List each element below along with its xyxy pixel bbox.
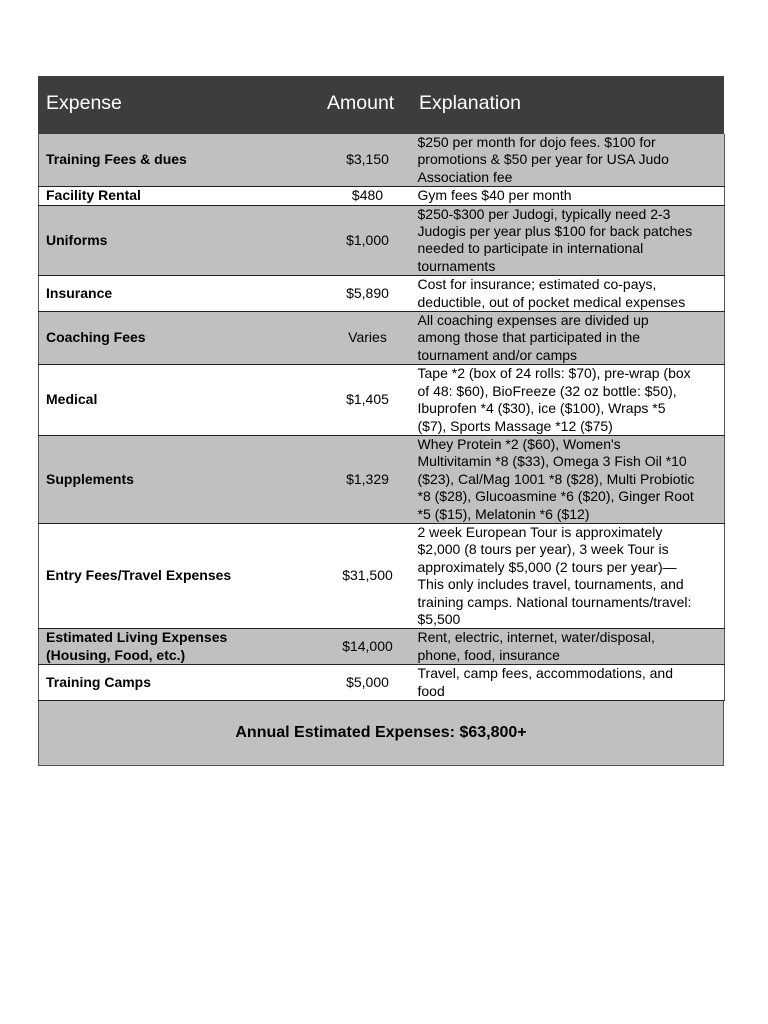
expense-line: Uniforms: [46, 231, 108, 248]
explanation-line: Rent, electric, internet, water/disposal,: [417, 629, 655, 646]
amount-cell: $14,000: [322, 629, 414, 665]
explanation-line: Ibuprofen *4 ($30), ice ($100), Wraps *5: [417, 400, 666, 417]
explanation-line: Multivitamin *8 ($33), Omega 3 Fish Oil *10: [417, 453, 687, 470]
explanation-cell: [414, 665, 725, 701]
explanation-line: Cost for insurance; estimated co-pays,: [417, 276, 657, 293]
expense-cell: [39, 435, 322, 523]
explanation-cell: [414, 187, 725, 205]
annual-total: Annual Estimated Expenses: $63,800+: [38, 701, 724, 766]
explanation-cell: [414, 629, 725, 665]
explanation-line: Travel, camp fees, accommodations, and: [417, 665, 673, 682]
explanation-line: of 48: $60), BioFreeze (32 oz bottle: $50),: [417, 382, 677, 399]
expense-cell: [39, 523, 322, 628]
explanation-line: among those that participated in the: [417, 329, 641, 346]
expense-line: (Housing, Food, etc.): [46, 646, 186, 663]
expense-line: Medical: [46, 391, 98, 408]
table-row: [39, 435, 725, 523]
explanation-line: Whey Protein *2 ($60), Women's: [417, 435, 621, 452]
amount-cell: $5,000: [322, 665, 414, 701]
explanation-line: $2,000 (8 tours per year), 3 week Tour is: [417, 541, 669, 558]
explanation-cell: [414, 435, 725, 523]
table-row: [39, 205, 725, 276]
expense-line: Coaching Fees: [46, 329, 146, 346]
explanation-cell: [414, 276, 725, 312]
expense-cell: [39, 665, 322, 701]
expense-line: Training Fees & dues: [46, 151, 187, 168]
expense-cell: [39, 276, 322, 312]
explanation-line: needed to participate in international: [417, 240, 644, 257]
explanation-line: ($23), Cal/Mag 1001 *8 ($28), Multi Probiotic: [417, 470, 695, 487]
explanation-line: $5,500: [417, 610, 461, 627]
expense-document: [38, 76, 724, 766]
expense-line: Facility Rental: [46, 187, 141, 204]
amount-cell: $1,329: [322, 435, 414, 523]
expense-cell: [39, 629, 322, 665]
table-row: [39, 276, 725, 312]
explanation-line: $250 per month for dojo fees. $100 for: [417, 134, 656, 150]
expense-table: [38, 134, 725, 701]
explanation-line: $250-$300 per Judogi, typically need 2-3: [417, 205, 671, 222]
explanation-line: training camps. National tournaments/travel:: [417, 593, 692, 610]
table-row: [39, 187, 725, 205]
amount-cell: $1,000: [322, 205, 414, 276]
amount-cell: $3,150: [322, 134, 414, 187]
expense-line: Training Camps: [46, 673, 152, 690]
table-header: [38, 76, 724, 134]
explanation-line: tournaments: [417, 257, 496, 274]
explanation-line: deductible, out of pocket medical expenses: [417, 293, 686, 310]
header-expense: Expense: [46, 92, 122, 114]
expense-line: Entry Fees/Travel Expenses: [46, 567, 232, 584]
expense-line: Supplements: [46, 470, 134, 487]
explanation-line: All coaching expenses are divided up: [417, 312, 649, 329]
explanation-line: Gym fees $40 per month: [417, 187, 572, 204]
amount-cell: Varies: [322, 312, 414, 365]
explanation-cell: [414, 365, 725, 436]
table-row: [39, 365, 725, 436]
header-amount: Amount: [327, 92, 395, 114]
explanation-line: Association fee: [417, 168, 513, 185]
expense-line: Estimated Living Expenses: [46, 629, 228, 646]
table-row: [39, 629, 725, 665]
header-explanation: Explanation: [419, 92, 521, 114]
amount-cell: $31,500: [322, 523, 414, 628]
expense-cell: [39, 205, 322, 276]
explanation-line: This only includes travel, tournaments, and: [417, 576, 684, 593]
expense-cell: [39, 312, 322, 365]
explanation-cell: [414, 523, 725, 628]
table-row: [39, 523, 725, 628]
explanation-line: tournament and/or camps: [417, 346, 578, 363]
explanation-line: *8 ($28), Glucoasmine *6 ($20), Ginger Root: [417, 488, 694, 505]
explanation-line: food: [417, 682, 445, 699]
amount-cell: $480: [322, 187, 414, 205]
explanation-line: approximately $5,000 (2 tours per year)—: [417, 558, 677, 575]
explanation-line: *5 ($15), Melatonin *6 ($12): [417, 505, 590, 522]
amount-cell: $1,405: [322, 365, 414, 436]
explanation-cell: [414, 134, 725, 187]
explanation-line: promotions & $50 per year for USA Judo: [417, 151, 669, 168]
explanation-line: phone, food, insurance: [417, 646, 560, 663]
table-row: [39, 312, 725, 365]
table-row: [39, 665, 725, 701]
expense-cell: [39, 365, 322, 436]
explanation-line: Tape *2 (box of 24 rolls: $70), pre-wrap (box: [417, 365, 691, 382]
explanation-line: 2 week European Tour is approximately: [417, 523, 663, 540]
explanation-line: ($7), Sports Massage *12 ($75): [417, 417, 613, 434]
table-row: [39, 134, 725, 187]
explanation-cell: [414, 312, 725, 365]
explanation-cell: [414, 205, 725, 276]
amount-cell: $5,890: [322, 276, 414, 312]
expense-line: Insurance: [46, 284, 113, 301]
expense-cell: [39, 187, 322, 205]
explanation-line: Judogis per year plus $100 for back patches: [417, 223, 693, 240]
expense-cell: [39, 134, 322, 187]
